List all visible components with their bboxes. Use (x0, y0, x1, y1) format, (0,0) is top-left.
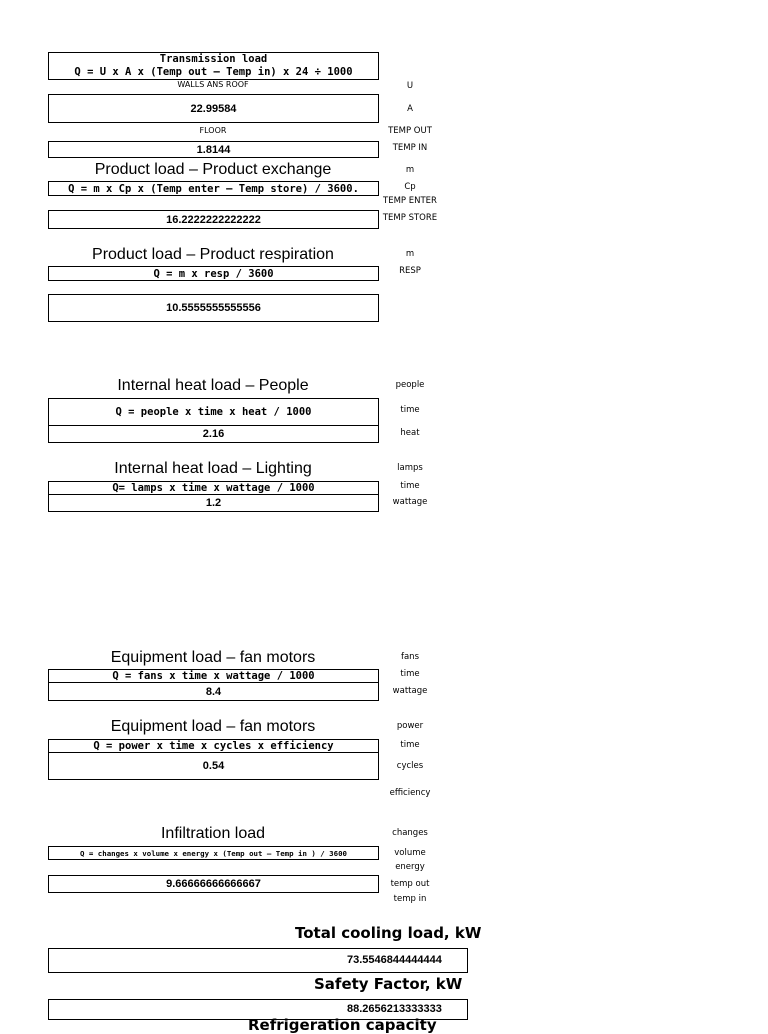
side-label-resp: RESP (399, 266, 421, 276)
lighting-title: Internal heat load – Lighting (114, 460, 312, 477)
side-label-time2: time (400, 481, 420, 491)
total-cooling-label: Total cooling load, kW (295, 924, 482, 942)
side-label-wattage1: wattage (392, 497, 428, 507)
product-respiration-title: Product load – Product respiration (92, 246, 334, 263)
side-label-temp-out2: temp out (390, 879, 430, 889)
side-label-u: U (406, 81, 414, 91)
fan-motors-value: 8.4 (48, 682, 379, 701)
fan-motors-formula: Q = fans x time x wattage / 1000 (48, 669, 379, 683)
side-label-time3: time (400, 669, 420, 679)
fan-motors-title: Equipment load – fan motors (110, 649, 316, 666)
side-label-time4: time (400, 740, 420, 750)
lighting-formula: Q= lamps x time x wattage / 1000 (48, 481, 379, 495)
infiltration-value: 9.66666666666667 (48, 875, 379, 893)
side-label-temp-out: TEMP OUT (388, 126, 432, 136)
side-label-time1: time (400, 405, 420, 415)
side-label-a: A (407, 104, 413, 114)
fan-motors2-title: Equipment load – fan motors (110, 718, 316, 735)
side-label-temp-in: TEMP IN (392, 143, 428, 153)
side-label-energy: energy (395, 862, 425, 872)
side-label-temp-in2: temp in (393, 894, 427, 904)
fan-motors2-value: 0.54 (48, 752, 379, 780)
side-label-cp: Cp (404, 182, 416, 192)
infiltration-formula: Q = changes x volume x energy x (Temp out – Temp in ) / 3600 (48, 846, 379, 860)
total-cooling-value (48, 948, 468, 973)
transmission-title: Transmission load (159, 53, 268, 65)
floor-label: FLOOR (199, 126, 227, 135)
people-value: 2.16 (48, 425, 379, 443)
product-exchange-formula: Q = m x Cp x (Temp enter – Temp store) / 3600. (48, 181, 379, 196)
walls-label: WALLS ANS ROOF (177, 80, 249, 89)
refrigeration-capacity-label: Refrigeration capacity (248, 1016, 437, 1034)
side-label-changes: changes (392, 828, 428, 838)
side-label-cycles: cycles (396, 761, 424, 771)
product-respiration-value: 10.5555555555556 (48, 294, 379, 322)
transmission-formula: Q = U x A x (Temp out – Temp in) x 24 ÷ 1000 (74, 66, 353, 78)
side-label-temp-enter: TEMP ENTER (383, 196, 437, 206)
side-label-people: people (395, 380, 425, 390)
side-label-heat: heat (400, 428, 420, 438)
side-label-temp-store: TEMP STORE (382, 213, 438, 223)
side-label-fans: fans (400, 652, 420, 662)
lighting-value: 1.2 (48, 494, 379, 512)
side-label-lamps: lamps (397, 463, 423, 473)
side-label-efficiency: efficiency (389, 788, 431, 798)
people-title: Internal heat load – People (117, 377, 309, 394)
people-formula: Q = people x time x heat / 1000 (48, 398, 379, 426)
total-cooling-value-text: 73.5546844444444 (347, 954, 442, 966)
walls-value: 22.99584 (48, 94, 379, 123)
side-label-volume: volume (394, 848, 426, 858)
fan-motors2-formula: Q = power x time x cycles x efficiency (48, 739, 379, 753)
product-exchange-value: 16.2222222222222 (48, 210, 379, 229)
safety-factor-value-text: 88.2656213333333 (347, 1003, 442, 1015)
side-label-power: power (396, 721, 424, 731)
floor-value: 1.8144 (48, 141, 379, 158)
side-label-m2: m (405, 249, 415, 259)
side-label-wattage2: wattage (392, 686, 428, 696)
product-respiration-formula: Q = m x resp / 3600 (48, 266, 379, 281)
safety-factor-label: Safety Factor, kW (314, 975, 463, 993)
product-exchange-title: Product load – Product exchange (94, 161, 332, 178)
side-label-m1: m (405, 165, 415, 175)
infiltration-title: Infiltration load (160, 825, 266, 842)
